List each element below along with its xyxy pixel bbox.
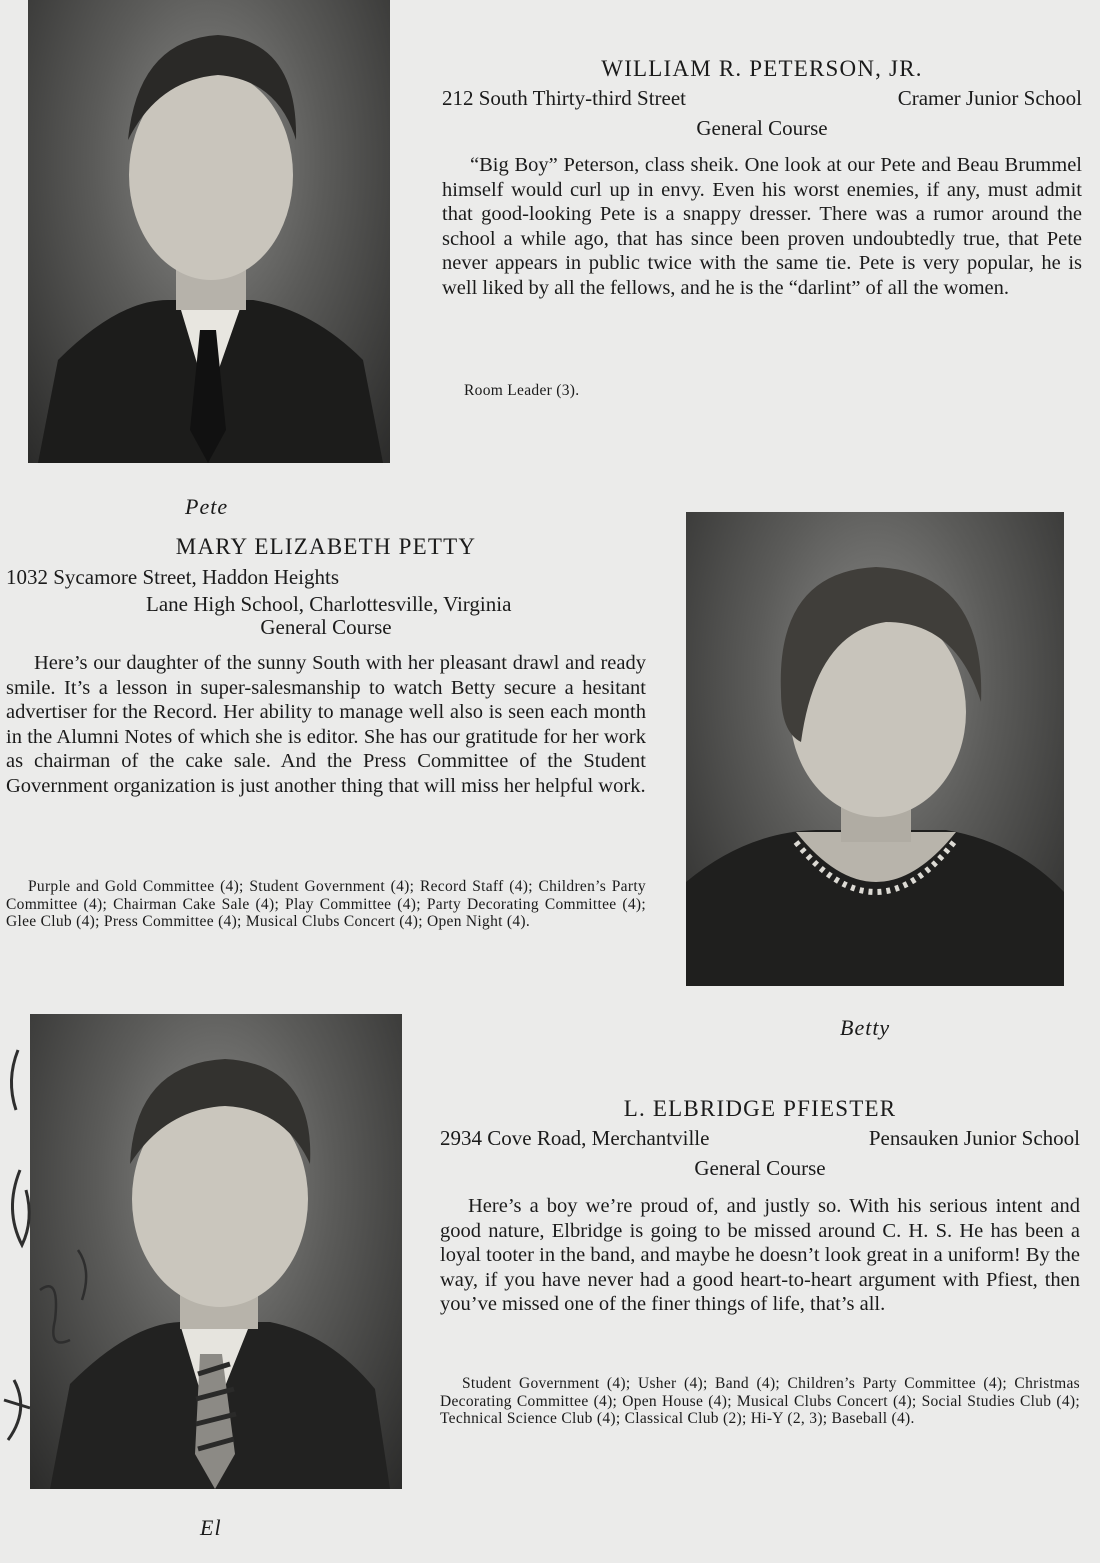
- course-petty: General Course: [260, 615, 392, 639]
- school-petty: Lane High School, Charlottesville, Virginia: [146, 592, 512, 616]
- name-petty: MARY ELIZABETH PETTY: [175, 534, 477, 559]
- course-pfiester: General Course: [694, 1156, 826, 1180]
- portrait-petty-figure: [686, 512, 1064, 986]
- caption-peterson: Pete: [185, 494, 229, 519]
- portrait-peterson: [28, 0, 390, 463]
- caption-pfiester: El: [200, 1515, 222, 1540]
- activities-petty: Purple and Gold Committee (4); Student Government (4); Record Staff (4); Children’s Party Committee (4); Chairman Cake Sale (4); Play Committee (4); Party Decorating Committee (4); Glee Club (4); Press Committee (4); Musical Clubs Concert (4); Open Night (4).: [6, 878, 646, 930]
- portrait-petty: [686, 512, 1064, 986]
- address-peterson: 212 South Thirty-third Street: [442, 86, 687, 110]
- bio-pfiester: Here’s a boy we’re proud of, and justly so. With his serious intent and good nature, Elbridge is going to be missed around C. H. S. He has been a loyal tooter in the band, and maybe he doesn’t look great in a uniform! By the way, if you have never had a good heart-to-heart argument with Pfiest, then you’ve missed one of the finer things of life, that’s all.: [440, 1195, 1080, 1316]
- activities-pfiester: Student Government (4); Usher (4); Band (4); Children’s Party Committee (4); Christmas Decorating Committee (4); Open House (4); Musical Clubs Concert (4); Social Studies Club (4); Technical Science Club (4); Classical Club (2); Hi-Y (2, 3); Baseball (4).: [440, 1375, 1080, 1427]
- school-peterson: Cramer Junior School: [897, 86, 1082, 110]
- activities-peterson: Room Leader (3).: [464, 382, 580, 399]
- address-pfiester: 2934 Cove Road, Merchantville: [440, 1126, 710, 1150]
- course-peterson: General Course: [696, 116, 828, 140]
- school-pfiester: Pensauken Junior School: [868, 1126, 1080, 1150]
- bio-petty: Here’s our daughter of the sunny South with her pleasant drawl and ready smile. It’s a lesson in super-salesmanship to watch Betty secure a hesitant advertiser for the Record. Her ability to manage well also is seen each month in the Alumni Notes of which she is editor. She has our gratitude for her work as chairman of the cake sale. And the Press Committee of the Student Government organization is just another thing that will miss her helpful work.: [6, 652, 646, 797]
- portrait-peterson-figure: [28, 0, 390, 463]
- name-pfiester: L. ELBRIDGE PFIESTER: [623, 1096, 897, 1121]
- name-peterson: WILLIAM R. PETERSON, JR.: [601, 56, 923, 81]
- caption-petty: Betty: [840, 1015, 891, 1040]
- handwritten-signature: [0, 1040, 110, 1460]
- bio-peterson: “Big Boy” Peterson, class sheik. One look at our Pete and Beau Brummel himself would curl up in envy. Even his worst enemies, if any, must admit that good-looking Pete is a snappy dresser. There was a rumor around the school a while ago, that has since been proven undoubtedly true, that Pete never appears in public twice with the same tie. Pete is very popular, he is well liked by all the fellows, and he is the “darlint” of all the women.: [442, 154, 1082, 299]
- address-petty: 1032 Sycamore Street, Haddon Heights: [6, 565, 340, 589]
